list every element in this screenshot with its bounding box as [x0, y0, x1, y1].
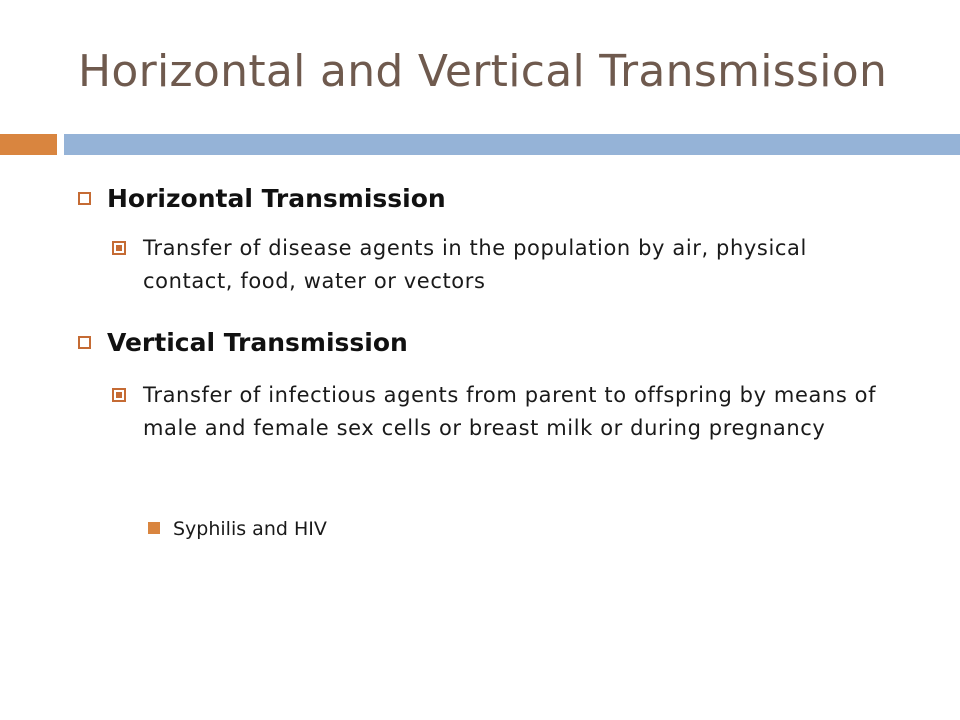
sub-bullet-vertical-detail [112, 379, 892, 445]
bullet-detail: Transfer of disease agents in the population by air, physical contact, food, water or vectors [143, 236, 807, 293]
bullet-heading: Horizontal Transmission [107, 184, 446, 213]
accent-bar-blue [64, 134, 960, 155]
bullet-horizontal-transmission [78, 184, 446, 213]
hollow-square-bullet-icon [78, 336, 91, 349]
bullet-heading: Vertical Transmission [107, 328, 408, 357]
bullet-vertical-transmission [78, 328, 408, 357]
solid-square-bullet-icon [148, 522, 160, 534]
sub-bullet-horizontal-detail [112, 232, 872, 298]
example-text: Syphilis and HIV [173, 518, 327, 540]
filled-square-bullet-icon [112, 241, 126, 255]
bullet-detail: Transfer of infectious agents from parent to offspring by means of male and female sex cells or breast milk or during pregnancy [143, 383, 877, 440]
sub-sub-bullet-example [148, 518, 327, 540]
slide-title: Horizontal and Vertical Transmission [78, 46, 888, 97]
filled-square-bullet-icon [112, 388, 126, 402]
hollow-square-bullet-icon [78, 192, 91, 205]
accent-bar-orange [0, 134, 57, 155]
